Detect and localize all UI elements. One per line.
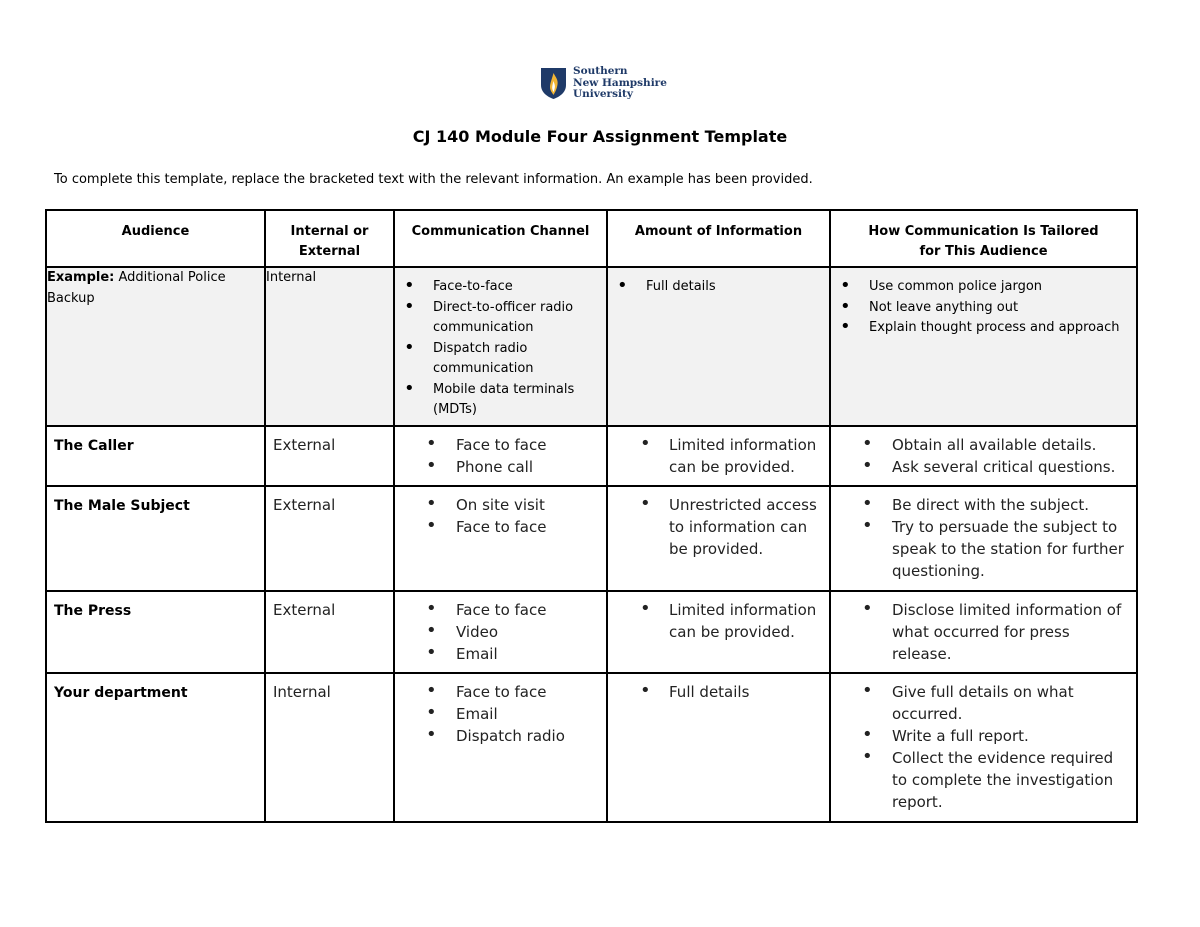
tailoring-cell [830, 426, 1137, 486]
list-item: • Give full details on what occurred. [892, 681, 1130, 725]
list-item: • Full details [646, 277, 829, 298]
header-audience: Audience [46, 210, 265, 267]
intro-text: To complete this template, replace the bracketed text with the relevant information. An example has been provided. [54, 172, 813, 187]
list-item: • Direct-to-officer radio communication [433, 298, 606, 339]
table-row [46, 486, 1137, 591]
amount-cell [607, 486, 830, 591]
page-title: CJ 140 Module Four Assignment Template [412, 127, 788, 146]
list-item: • Face to face [456, 681, 600, 703]
channel-cell [394, 673, 607, 822]
type-cell: External [265, 486, 394, 591]
channel-cell [394, 486, 607, 591]
header-channel: Communication Channel [394, 210, 607, 267]
channel-cell [394, 426, 607, 486]
list-item: • Face to face [456, 516, 600, 538]
list-item: • Mobile data terminals (MDTs) [433, 380, 606, 421]
list-item: • Be direct with the subject. [892, 494, 1130, 516]
audience-cell: The Caller [46, 426, 265, 486]
example-tailoring-cell [830, 267, 1137, 426]
list-item: • Dispatch radio [456, 725, 600, 747]
communication-table [45, 209, 1138, 823]
audience-cell: The Press [46, 591, 265, 673]
list-item: • Disclose limited information of what occurred for press release. [892, 599, 1130, 665]
list-item: • Limited information can be provided. [669, 599, 823, 643]
amount-cell [607, 426, 830, 486]
list-item: • Face to face [456, 599, 600, 621]
example-channel-list [395, 268, 606, 421]
example-type-cell: Internal [265, 267, 394, 426]
logo-line-2: New Hampshire [573, 76, 667, 89]
example-amount-cell [607, 267, 830, 426]
list-item: • Email [456, 643, 600, 665]
list-item: • Ask several critical questions. [892, 456, 1130, 478]
channel-cell [394, 591, 607, 673]
list-item: • Limited information can be provided. [669, 434, 823, 478]
flame-shield-icon [540, 67, 567, 100]
tailoring-cell [830, 591, 1137, 673]
example-tailoring-list [831, 268, 1136, 339]
table-row [46, 591, 1137, 673]
list-item: • Face-to-face [433, 277, 606, 298]
tailoring-cell [830, 486, 1137, 591]
logo-line-1: Southern [573, 65, 628, 77]
header-amount: Amount of Information [607, 210, 830, 267]
logo-wordmark [573, 66, 667, 101]
list-item: • On site visit [456, 494, 600, 516]
type-cell: External [265, 426, 394, 486]
list-item: • Explain thought process and approach [869, 318, 1136, 339]
type-cell: External [265, 591, 394, 673]
audience-cell: The Male Subject [46, 486, 265, 591]
list-item: • Face to face [456, 434, 600, 456]
list-item: • Unrestricted access to information can be provided. [669, 494, 823, 560]
list-item: • Email [456, 703, 600, 725]
header-internal-external: Internal or External [265, 210, 394, 267]
audience-cell: Your department [46, 673, 265, 822]
header-row [46, 210, 1137, 267]
tailoring-cell [830, 673, 1137, 822]
table-row [46, 426, 1137, 486]
amount-cell [607, 673, 830, 822]
university-logo [540, 66, 667, 101]
amount-cell [607, 591, 830, 673]
list-item: • Obtain all available details. [892, 434, 1130, 456]
example-amount-list [608, 268, 829, 298]
logo-line-3: University [573, 88, 633, 100]
list-item: • Phone call [456, 456, 600, 478]
list-item: • Full details [669, 681, 823, 703]
example-channel-cell [394, 267, 607, 426]
table-row [46, 673, 1137, 822]
example-audience-cell: Example: Additional Police Backup [46, 267, 265, 426]
list-item: • Use common police jargon [869, 277, 1136, 298]
type-cell: Internal [265, 673, 394, 822]
list-item: • Video [456, 621, 600, 643]
list-item: • Write a full report. [892, 725, 1130, 747]
list-item: • Try to persuade the subject to speak to the station for further questioning. [892, 516, 1130, 582]
list-item: • Collect the evidence required to complete the investigation report. [892, 747, 1130, 813]
list-item: • Not leave anything out [869, 298, 1136, 319]
header-tailoring: How Communication Is Tailored for This Audience [830, 210, 1137, 267]
example-row [46, 267, 1137, 426]
list-item: • Dispatch radio communication [433, 339, 606, 380]
